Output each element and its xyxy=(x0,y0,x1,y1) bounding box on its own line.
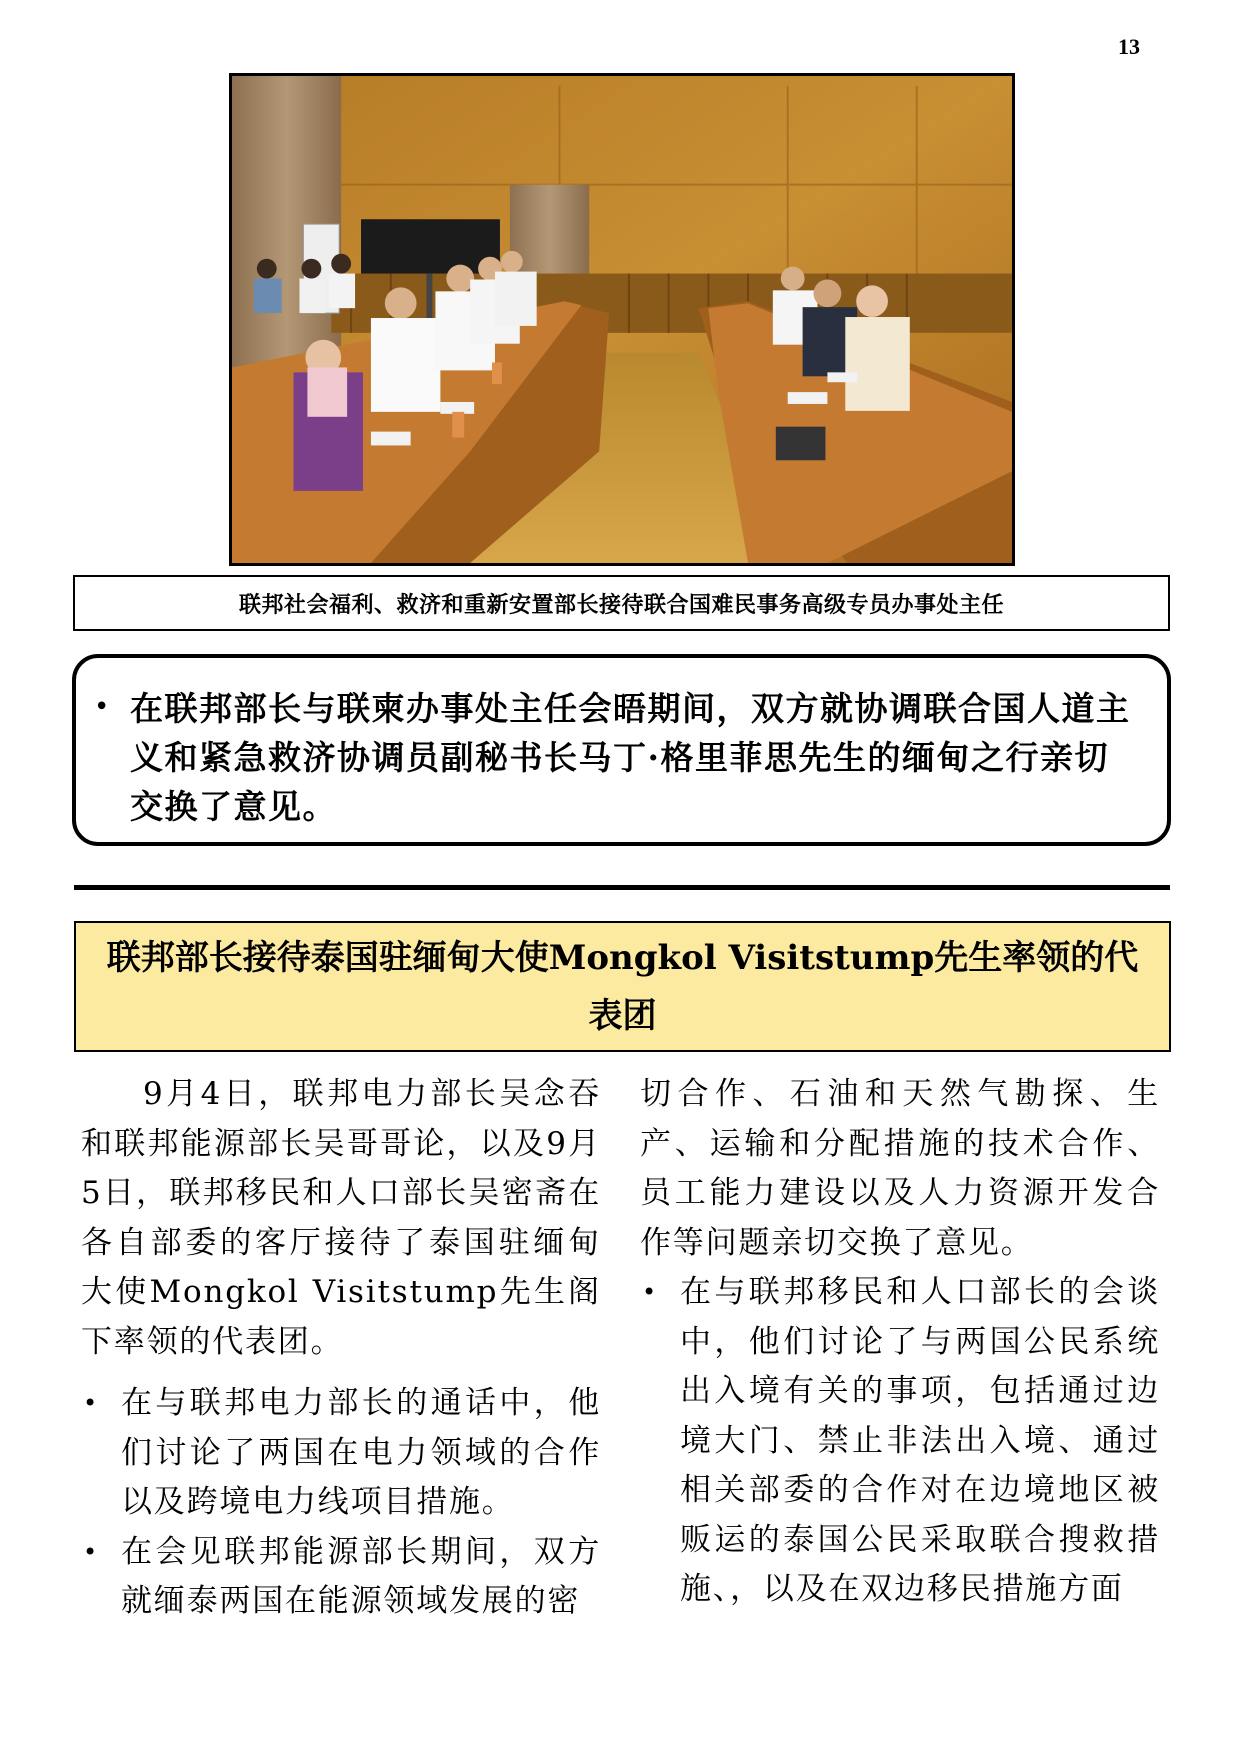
section-divider xyxy=(74,885,1170,890)
article-headline: 联邦部长接待泰国驻缅甸大使Mongkol Visitstump先生率领的代表团 xyxy=(74,921,1171,1052)
bullet-item-energy: • 在会见联邦能源部长期间，双方就缅泰两国在能源领域发展的密 xyxy=(81,1528,601,1627)
bullet-item-electricity: • 在与联邦电力部长的通话中，他们讨论了两国在电力领域的合作以及跨境电力线项目措施。 xyxy=(81,1379,601,1528)
page-number: 13 xyxy=(1118,34,1140,59)
summary-note-box xyxy=(72,654,1171,846)
left-column xyxy=(81,1070,601,1627)
meeting-photo xyxy=(229,73,1015,566)
bullet-item-immigration: • 在与联邦移民和人口部长的会谈中，他们讨论了与两国公民系统出入境有关的事项，包括通过边境大门、禁止非法出入境、通过相关部委的合作对在边境地区被贩运的泰国公民采取联合搜救措施、，以及在双边移民措施方面 xyxy=(640,1268,1160,1615)
bullet-icon: • xyxy=(94,692,110,722)
summary-note-text: 在联邦部长与联柬办事处主任会晤期间，双方就协调联合国人道主义和紧急救济协调员副秘书长马丁·格里菲思先生的缅甸之行亲切交换了意见。 xyxy=(130,689,1131,826)
energy-continuation: 切合作、石油和天然气勘探、生产、运输和分配措施的技术合作、员工能力建设以及人力资源开发合作等问题亲切交换了意见。 xyxy=(640,1076,1160,1261)
photo-caption: 联邦社会福利、救济和重新安置部长接待联合国难民事务高级专员办事处主任 xyxy=(73,575,1170,631)
meeting-photo-illustration xyxy=(232,76,1012,563)
right-column xyxy=(640,1070,1160,1615)
article-intro: 9月4日，联邦电力部长吴念吞和联邦能源部长吴哥哥论，以及9月5日，联邦移民和人口部长吴密斋在各自部委的客厅接待了泰国驻缅甸大使Mongkol Visitstump先生阁下率领的代表团。 xyxy=(81,1076,601,1360)
